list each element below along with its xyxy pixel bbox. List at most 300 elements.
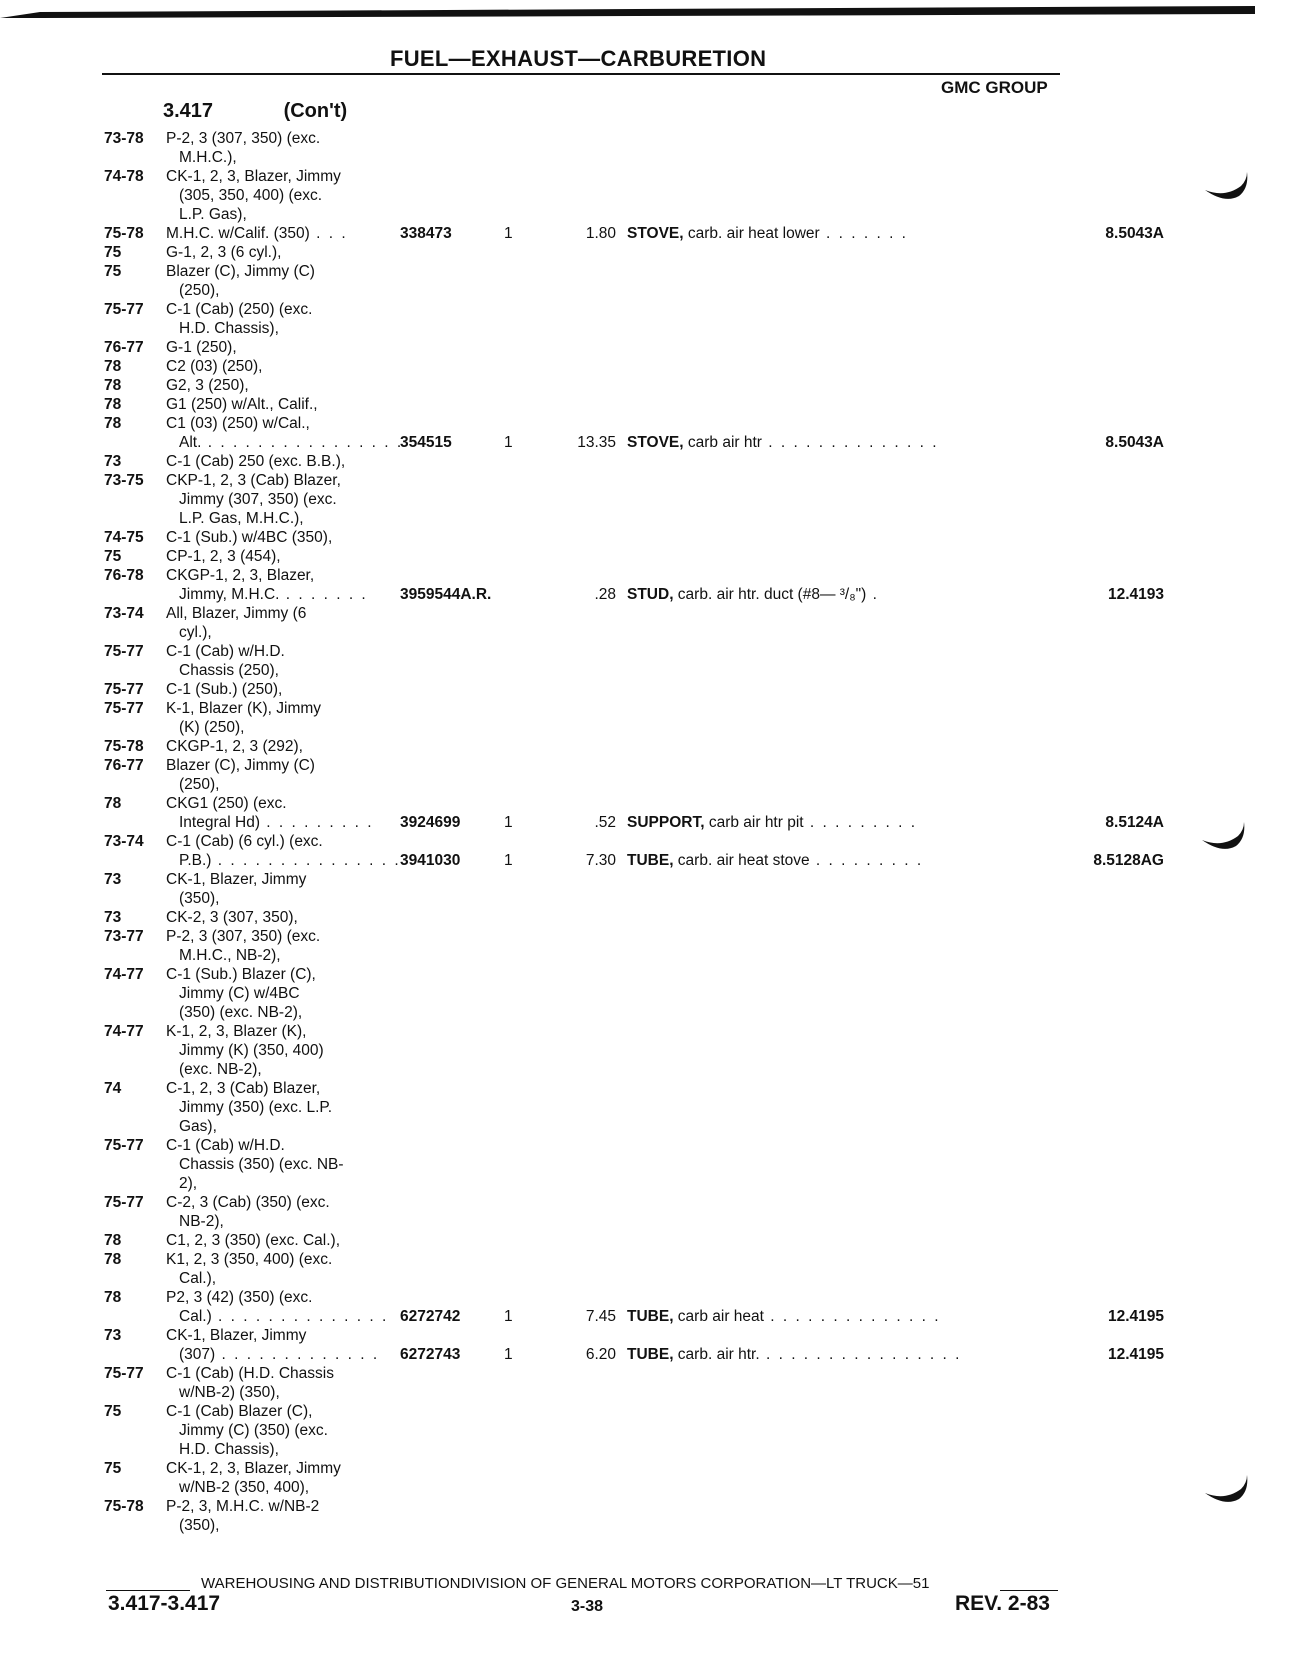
application-description	[166, 1497, 319, 1516]
page-title: FUEL—EXHAUST—CARBURETION	[390, 46, 767, 71]
part-name-detail: carb. air heat lower	[683, 225, 820, 242]
application-line	[104, 186, 1104, 205]
part-number: 6272742	[400, 1308, 461, 1325]
application-line	[104, 1022, 1104, 1041]
application-description	[166, 338, 237, 357]
description-text: Cal.),	[179, 1270, 217, 1287]
group-number: 12.4193	[1107, 586, 1164, 603]
description-text: G1 (250) w/Alt., Calif.,	[166, 396, 318, 413]
group-number: 12.4195	[1107, 1346, 1164, 1363]
application-line	[104, 205, 1104, 224]
application-line	[104, 718, 1104, 737]
application-description	[179, 490, 337, 509]
application-description	[179, 1155, 344, 1174]
description-text: M.H.C.),	[179, 149, 237, 166]
application-line	[104, 794, 1104, 813]
description-text: C-1 (Cab) w/H.D.	[166, 643, 285, 660]
leader-dots: . . . . . . .	[819, 225, 908, 242]
group-label: GMC GROUP	[941, 78, 1048, 97]
application-description	[179, 623, 212, 642]
application-line	[104, 262, 1104, 281]
quantity: 1	[504, 814, 513, 831]
description-text: (350),	[179, 890, 220, 907]
application-line	[104, 680, 1104, 699]
application-description	[179, 813, 374, 832]
leader-dots: . . . . . . . . . . . . . . . .	[759, 1346, 962, 1363]
application-line	[104, 1402, 1104, 1421]
footer-revision: REV. 2-83	[955, 1592, 1050, 1615]
application-description	[166, 376, 249, 395]
top-border-bar	[0, 4, 1255, 18]
application-line	[104, 756, 1104, 775]
application-description	[179, 946, 281, 965]
model-years: 78	[104, 1251, 122, 1268]
application-description	[179, 1212, 224, 1231]
application-line	[104, 1117, 1104, 1136]
application-description	[179, 1421, 328, 1440]
application-description	[166, 414, 310, 433]
application-description	[179, 186, 322, 205]
application-description	[166, 1402, 312, 1421]
model-years: 76-78	[104, 567, 144, 584]
application-line	[104, 319, 1104, 338]
description-text: C-1 (Cab) (H.D. Chassis	[166, 1365, 334, 1382]
model-years: 74-77	[104, 1023, 144, 1040]
part-number: 354515	[400, 434, 452, 451]
application-line	[104, 395, 1104, 414]
application-description	[166, 528, 332, 547]
application-description	[166, 129, 320, 148]
part-entry-row	[104, 1345, 1164, 1364]
application-line	[104, 946, 1104, 965]
description-text: C-1 (Cab) 250 (exc. B.B.),	[166, 453, 346, 470]
application-description	[179, 1383, 280, 1402]
description-text: All, Blazer, Jimmy (6	[166, 605, 307, 622]
model-years: 74-75	[104, 529, 144, 546]
model-years: 74-78	[104, 168, 144, 185]
description-text: (307)	[179, 1346, 216, 1363]
application-description	[166, 965, 316, 984]
application-description	[179, 1098, 332, 1117]
description-text: (250),	[179, 282, 220, 299]
description-text: C2 (03) (250),	[166, 358, 263, 375]
leader-dots: . . . . . . . . .	[259, 814, 374, 831]
description-text: P2, 3 (42) (350) (exc.	[166, 1289, 313, 1306]
application-line	[104, 1326, 1104, 1345]
part-number: 3924699	[400, 814, 461, 831]
model-years: 75-77	[104, 301, 144, 318]
part-name	[627, 224, 908, 243]
application-description	[166, 262, 315, 281]
application-line	[104, 452, 1104, 471]
part-entry-row	[104, 224, 1164, 243]
model-years: 73-78	[104, 130, 144, 147]
application-line	[104, 1231, 1104, 1250]
leader-dots: . . . . . . .	[279, 586, 368, 603]
footer-publisher: WAREHOUSING AND DISTRIBUTIONDIVISION OF GENERAL MOTORS CORPORATION—LT TRUCK—51	[201, 1575, 930, 1592]
description-text: K-1, Blazer (K), Jimmy	[166, 700, 322, 717]
model-years: 78	[104, 415, 122, 432]
application-line	[104, 528, 1104, 547]
description-text: Jimmy (350) (exc. L.P.	[179, 1099, 333, 1116]
quantity: 1	[504, 434, 513, 451]
application-line	[104, 623, 1104, 642]
application-description	[166, 1193, 330, 1212]
description-text: CKP-1, 2, 3 (Cab) Blazer,	[166, 472, 341, 489]
application-description	[179, 1307, 388, 1326]
description-text: w/NB-2 (350, 400),	[179, 1479, 310, 1496]
model-years: 75	[104, 244, 122, 261]
application-line	[104, 1174, 1104, 1193]
application-description	[179, 775, 220, 794]
footer-section-range: 3.417-3.417	[108, 1592, 221, 1615]
section-heading	[163, 100, 347, 123]
description-text: Jimmy (C) w/4BC	[179, 985, 300, 1002]
part-entry-row	[104, 1307, 1164, 1326]
application-description	[166, 547, 281, 566]
application-line	[104, 927, 1104, 946]
application-line	[104, 870, 1104, 889]
application-description	[179, 1060, 262, 1079]
model-years: 76-77	[104, 757, 144, 774]
group-number: 8.5043A	[1105, 225, 1164, 242]
application-line	[104, 1421, 1104, 1440]
application-description	[166, 794, 287, 813]
list-price: .28	[594, 586, 616, 603]
description-text: cyl.),	[179, 624, 212, 641]
application-description	[166, 1288, 312, 1307]
model-years: 73	[104, 871, 122, 888]
model-years: 75-77	[104, 681, 144, 698]
model-years: 78	[104, 396, 122, 413]
application-line	[104, 1212, 1104, 1231]
model-years: 75-77	[104, 700, 144, 717]
binder-hole-mark	[1203, 172, 1251, 202]
application-line	[104, 1478, 1104, 1497]
application-description	[166, 357, 262, 376]
part-name-detail: carb air heat	[673, 1308, 764, 1325]
application-description	[166, 642, 285, 661]
application-description	[179, 851, 401, 870]
description-text: CK-1, 2, 3, Blazer, Jimmy	[166, 168, 341, 185]
application-line	[104, 1364, 1104, 1383]
application-description	[166, 832, 323, 851]
leader-dots: . . . . . . . . . . . . . .	[763, 1308, 941, 1325]
list-price: 6.20	[585, 1346, 616, 1363]
application-description	[179, 661, 279, 680]
application-line	[104, 1459, 1104, 1478]
application-description	[166, 1459, 341, 1478]
description-text: (350) (exc. NB-2),	[179, 1004, 303, 1021]
part-name-keyword: SUPPORT,	[627, 814, 705, 831]
group-number: 12.4195	[1107, 1308, 1164, 1325]
description-text: CKGP-1, 2, 3 (292),	[166, 738, 303, 755]
model-years: 78	[104, 377, 122, 394]
description-text: w/NB-2) (350),	[179, 1384, 280, 1401]
part-number: 3959544A.R.	[400, 586, 492, 603]
list-price: 7.30	[585, 852, 616, 869]
binder-hole-mark	[1203, 1475, 1251, 1505]
application-description	[179, 1174, 197, 1193]
model-years: 75	[104, 1403, 122, 1420]
model-years: 75-77	[104, 1194, 144, 1211]
application-line	[104, 1079, 1104, 1098]
description-text: H.D. Chassis),	[179, 1441, 279, 1458]
application-description	[166, 471, 341, 490]
application-line	[104, 281, 1104, 300]
description-text: CK-1, 2, 3, Blazer, Jimmy	[166, 1460, 341, 1477]
application-line	[104, 661, 1104, 680]
description-text: C-1 (Cab) w/H.D.	[166, 1137, 285, 1154]
application-line	[104, 1060, 1104, 1079]
leader-dots: .	[866, 586, 879, 603]
application-line	[104, 1516, 1104, 1535]
description-text: C-1 (Cab) (250) (exc.	[166, 301, 313, 318]
application-line	[104, 984, 1104, 1003]
application-description	[179, 281, 220, 300]
application-description	[179, 509, 304, 528]
application-line	[104, 338, 1104, 357]
footer-page-number: 3-38	[571, 1598, 604, 1615]
application-description	[166, 1231, 340, 1250]
description-text: Blazer (C), Jimmy (C)	[166, 263, 315, 280]
application-line	[104, 471, 1104, 490]
application-line	[104, 1269, 1104, 1288]
description-text: (exc. NB-2),	[179, 1061, 262, 1078]
model-years: 75-78	[104, 1498, 144, 1515]
part-name-detail: carb. air heat stove	[673, 852, 810, 869]
application-line	[104, 1041, 1104, 1060]
application-description	[166, 1136, 285, 1155]
description-text: C-1 (Cab) Blazer (C),	[166, 1403, 313, 1420]
part-name	[627, 1307, 941, 1326]
part-name	[627, 433, 939, 452]
description-text: Gas),	[179, 1118, 217, 1135]
group-number: 8.5128AG	[1093, 852, 1164, 869]
description-text: CK-2, 3 (307, 350),	[166, 909, 298, 926]
description-text: Jimmy (C) (350) (exc.	[179, 1422, 328, 1439]
description-text: 2),	[179, 1175, 198, 1192]
description-text: CKG1 (250) (exc.	[166, 795, 287, 812]
description-text: C-1 (Cab) (6 cyl.) (exc.	[166, 833, 323, 850]
application-description	[166, 243, 281, 262]
description-text: (250),	[179, 776, 220, 793]
application-line	[104, 1250, 1104, 1269]
application-line	[104, 965, 1104, 984]
description-text: (K) (250),	[179, 719, 245, 736]
part-name	[627, 585, 879, 604]
description-text: P-2, 3 (307, 350) (exc.	[166, 928, 321, 945]
quantity: 1	[504, 225, 513, 242]
model-years: 73-74	[104, 833, 144, 850]
part-name-keyword: TUBE,	[627, 1308, 674, 1325]
application-line	[104, 414, 1104, 433]
part-name-keyword: STUD,	[627, 586, 674, 603]
part-entry-row	[104, 585, 1164, 604]
part-name-detail: carb. air htr.	[673, 1346, 760, 1363]
model-years: 76-77	[104, 339, 144, 356]
application-description	[179, 205, 247, 224]
application-line	[104, 1440, 1104, 1459]
application-description	[179, 1478, 309, 1497]
description-text: C-2, 3 (Cab) (350) (exc.	[166, 1194, 330, 1211]
leader-dots: . . . . . . . . . . . . .	[215, 1346, 380, 1363]
leader-dots: . . . . . . . . .	[809, 852, 924, 869]
model-years: 75-78	[104, 225, 144, 242]
model-years: 73	[104, 453, 122, 470]
application-description	[179, 319, 279, 338]
part-entry-row	[104, 813, 1164, 832]
part-name-keyword: TUBE,	[627, 852, 674, 869]
model-years: 75-77	[104, 1137, 144, 1154]
application-description	[179, 718, 244, 737]
quantity: 1	[504, 1308, 513, 1325]
part-number: 338473	[400, 225, 452, 242]
model-years: 78	[104, 1289, 122, 1306]
description-text: G2, 3 (250),	[166, 377, 249, 394]
part-number: 6272743	[400, 1346, 461, 1363]
application-line	[104, 1383, 1104, 1402]
application-description	[166, 1022, 306, 1041]
application-line	[104, 737, 1104, 756]
description-text: CK-1, Blazer, Jimmy	[166, 871, 307, 888]
model-years: 73-77	[104, 928, 144, 945]
application-description	[179, 1440, 279, 1459]
application-line	[104, 889, 1104, 908]
list-price: 13.35	[577, 434, 616, 451]
quantity: 1	[504, 852, 513, 869]
description-text: L.P. Gas, M.H.C.),	[179, 510, 304, 527]
application-description	[179, 148, 237, 167]
application-description	[179, 1041, 324, 1060]
part-name-keyword: STOVE,	[627, 434, 684, 451]
application-line	[104, 699, 1104, 718]
application-line	[104, 243, 1104, 262]
application-line	[104, 775, 1104, 794]
description-text: Chassis (350) (exc. NB-	[179, 1156, 344, 1173]
application-line	[104, 1155, 1104, 1174]
description-text: H.D. Chassis),	[179, 320, 279, 337]
part-name-detail: carb air htr	[683, 434, 762, 451]
application-line	[104, 1193, 1104, 1212]
description-text: G-1, 2, 3 (6 cyl.),	[166, 244, 282, 261]
description-text: L.P. Gas),	[179, 206, 247, 223]
application-description	[166, 870, 306, 889]
description-text: C1 (03) (250) w/Cal.,	[166, 415, 310, 432]
application-line	[104, 566, 1104, 585]
part-name	[627, 813, 917, 832]
part-name	[627, 1345, 961, 1364]
application-description	[166, 908, 298, 927]
model-years: 73-75	[104, 472, 144, 489]
application-description	[166, 699, 321, 718]
application-line	[104, 148, 1104, 167]
title-rule	[102, 73, 1060, 75]
application-line	[104, 376, 1104, 395]
application-description	[166, 680, 282, 699]
quantity: 1	[504, 1346, 513, 1363]
application-description	[179, 585, 368, 604]
application-line	[104, 509, 1104, 528]
part-name-keyword: STOVE,	[627, 225, 684, 242]
application-description	[179, 1003, 302, 1022]
model-years: 75-77	[104, 1365, 144, 1382]
application-description	[179, 1269, 216, 1288]
leader-dots: . . . . . . . . . . . . . .	[211, 1308, 389, 1325]
description-text: CKGP-1, 2, 3, Blazer,	[166, 567, 315, 584]
leader-dots: . . . . . . . . . . . . . . .	[211, 852, 401, 869]
footer-rule-left	[106, 1590, 190, 1591]
application-line	[104, 1098, 1104, 1117]
group-number: 8.5043A	[1105, 434, 1164, 451]
description-text: Cal.)	[179, 1308, 212, 1325]
part-entry-row	[104, 433, 1164, 452]
application-description	[166, 167, 341, 186]
model-years: 75-78	[104, 738, 144, 755]
description-text: C-1 (Sub.) w/4BC (350),	[166, 529, 333, 546]
application-line	[104, 357, 1104, 376]
application-line	[104, 832, 1104, 851]
model-years: 75	[104, 263, 122, 280]
application-description	[166, 395, 318, 414]
leader-dots: . . . . . . . . . . . . . . . .	[201, 434, 404, 451]
description-text: G-1 (250),	[166, 339, 237, 356]
application-description	[179, 433, 403, 452]
application-description	[166, 300, 312, 319]
description-text: NB-2),	[179, 1213, 224, 1230]
description-text: Alt.	[179, 434, 202, 451]
part-name-keyword: TUBE,	[627, 1346, 674, 1363]
description-text: (305, 350, 400) (exc.	[179, 187, 323, 204]
application-description	[179, 1516, 220, 1535]
application-description	[166, 1079, 320, 1098]
description-text: P.B.)	[179, 852, 212, 869]
footer-rule-right	[1000, 1590, 1058, 1591]
model-years: 78	[104, 1232, 122, 1249]
application-description	[179, 889, 220, 908]
description-text: C-1 (Sub.) Blazer (C),	[166, 966, 316, 983]
description-text: Jimmy (307, 350) (exc.	[179, 491, 337, 508]
list-price: 1.80	[585, 225, 616, 242]
leader-dots: . . . . . . . . .	[803, 814, 918, 831]
model-years: 78	[104, 795, 122, 812]
list-price: 7.45	[585, 1308, 616, 1325]
application-description	[166, 604, 306, 623]
description-text: Chassis (250),	[179, 662, 279, 679]
application-description	[166, 224, 348, 243]
model-years: 73	[104, 1327, 122, 1344]
application-description	[166, 737, 303, 756]
model-years: 73-74	[104, 605, 144, 622]
application-line	[104, 642, 1104, 661]
model-years: 75	[104, 548, 122, 565]
part-entry-row	[104, 851, 1164, 870]
application-line	[104, 547, 1104, 566]
application-line	[104, 167, 1104, 186]
application-description	[166, 1250, 332, 1269]
application-line	[104, 490, 1104, 509]
description-text: K1, 2, 3 (350, 400) (exc.	[166, 1251, 333, 1268]
description-text: Jimmy, M.H.C.	[179, 586, 280, 603]
list-price: .52	[594, 814, 616, 831]
model-years: 73	[104, 909, 122, 926]
application-line	[104, 1136, 1104, 1155]
application-line	[104, 908, 1104, 927]
application-line	[104, 1497, 1104, 1516]
application-description	[166, 1364, 334, 1383]
section-continued: (Con't)	[283, 100, 348, 122]
description-text: C1, 2, 3 (350) (exc. Cal.),	[166, 1232, 341, 1249]
